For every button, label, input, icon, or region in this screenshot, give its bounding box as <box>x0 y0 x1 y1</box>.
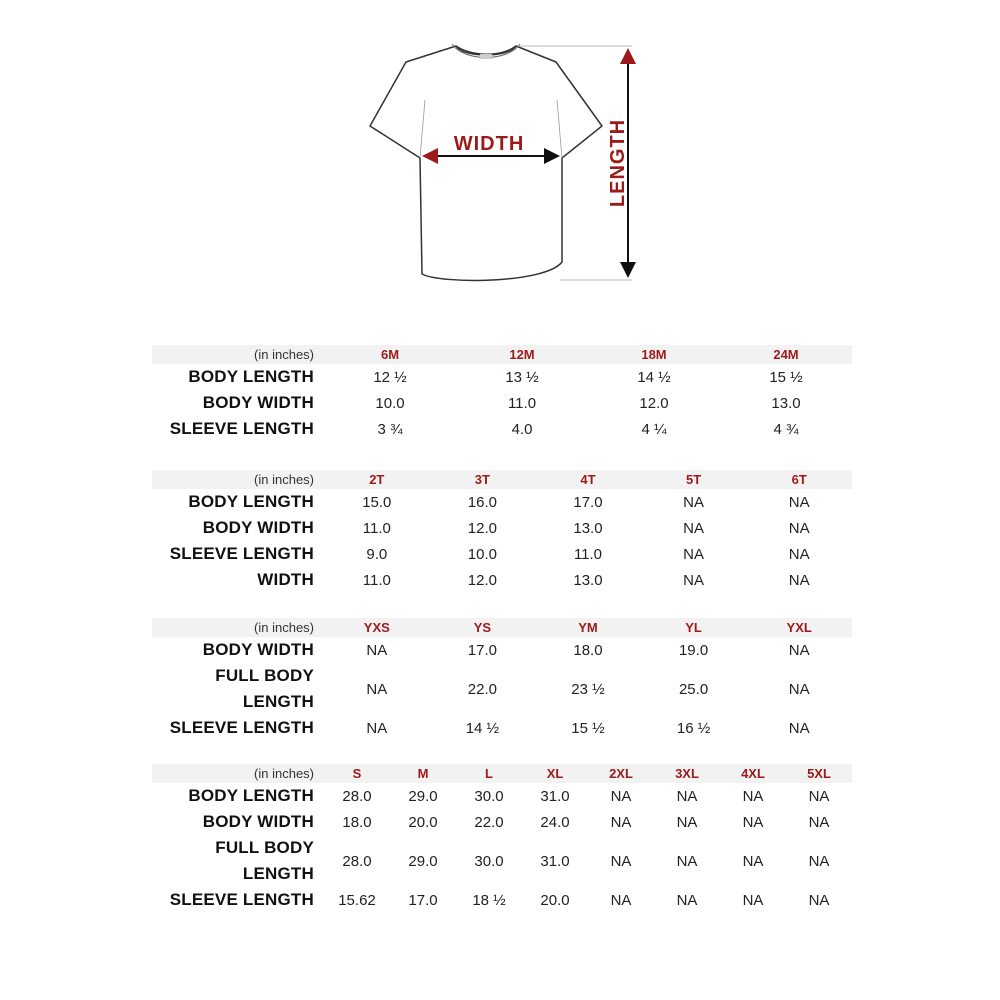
size-header-row <box>152 470 852 489</box>
measurement-value: 17.0 <box>573 493 603 511</box>
measurement-label: BODY WIDTH <box>202 393 314 412</box>
size-heading: YXL <box>746 618 852 637</box>
measurement-label: BODY WIDTH <box>202 640 314 659</box>
measurement-value: 12.0 <box>467 519 497 537</box>
measurement-value: 14 ½ <box>465 719 500 737</box>
size-table <box>152 764 852 913</box>
measurement-value: NA <box>788 571 810 589</box>
measurement-label: BODY LENGTH <box>188 367 314 386</box>
measurement-value: 29.0 <box>408 787 438 805</box>
measurement-label: SLEEVE LENGTH <box>169 419 314 438</box>
size-chart-adult <box>152 764 852 913</box>
size-heading: 18M <box>588 345 720 364</box>
unit-label: (in inches) <box>152 618 324 637</box>
measurement-row <box>152 567 852 593</box>
measurement-label: WIDTH <box>257 570 314 589</box>
measurement-value: 9.0 <box>366 545 388 563</box>
measurement-value: NA <box>742 891 764 909</box>
measurement-value: NA <box>683 545 704 563</box>
measurement-value: NA <box>788 493 810 511</box>
measurement-value: 11.0 <box>362 519 391 537</box>
measurement-value: NA <box>788 519 810 537</box>
measurement-value: NA <box>808 813 830 831</box>
measurement-value: 18.0 <box>342 813 372 831</box>
size-table <box>152 470 852 593</box>
measurement-value: 4.0 <box>511 420 533 438</box>
unit-label: (in inches) <box>152 470 324 489</box>
measurement-label: SLEEVE LENGTH <box>169 890 314 909</box>
size-heading: 3XL <box>654 764 720 783</box>
measurement-value: 14 ½ <box>637 368 671 386</box>
measurement-value: NA <box>610 787 632 805</box>
measurement-value: NA <box>676 813 698 831</box>
measurement-value: 29.0 <box>408 852 438 870</box>
measurement-value: 13.0 <box>771 394 801 412</box>
measurement-value: NA <box>788 680 810 698</box>
size-heading: 2T <box>324 470 430 489</box>
measurement-row <box>152 541 852 567</box>
size-heading: 2XL <box>588 764 654 783</box>
measurement-value: 11.0 <box>507 394 537 412</box>
size-chart-infant <box>152 345 852 442</box>
measurement-value: 22.0 <box>467 680 497 698</box>
measurement-value: 16 ½ <box>676 719 711 737</box>
measurement-value: 15 ½ <box>571 719 605 737</box>
size-heading: S <box>324 764 390 783</box>
size-heading: M <box>390 764 456 783</box>
size-heading: YXS <box>324 618 430 637</box>
measurement-value: 15 ½ <box>769 368 803 386</box>
label-line: LENGTH <box>242 864 314 883</box>
measurement-value: NA <box>742 813 764 831</box>
measurement-value: 15.0 <box>362 493 392 511</box>
measurement-value: NA <box>610 852 632 870</box>
measurement-value: NA <box>676 852 698 870</box>
measurement-value: 4 ¼ <box>641 420 667 438</box>
measurement-value: 28.0 <box>342 852 372 870</box>
measurement-value: 13.0 <box>573 571 603 589</box>
measurement-value: NA <box>366 680 388 698</box>
measurement-row <box>152 416 852 442</box>
measurement-value: 30.0 <box>474 787 504 805</box>
size-heading: 12M <box>456 345 588 364</box>
size-table <box>152 618 852 741</box>
measurement-row <box>152 364 852 390</box>
measurement-value: 10.0 <box>467 545 497 563</box>
measurement-value: 23 ½ <box>571 680 605 698</box>
size-heading: 5T <box>641 470 747 489</box>
measurement-label: BODY WIDTH <box>202 812 314 831</box>
measurement-value: 18 ½ <box>472 891 506 909</box>
measurement-value: 31.0 <box>540 852 570 870</box>
measurement-value: 4 ¾ <box>773 420 799 438</box>
measurement-value: 17.0 <box>467 641 497 659</box>
measurement-value: NA <box>742 787 764 805</box>
measurement-value: 12.0 <box>467 571 497 589</box>
measurement-value: 17.0 <box>408 891 438 909</box>
measurement-value: 18.0 <box>573 641 603 659</box>
measurement-value: 12 ½ <box>373 368 407 386</box>
measurement-row <box>152 835 852 887</box>
measurement-row <box>152 809 852 835</box>
measurement-value: NA <box>683 493 704 511</box>
measurement-row <box>152 887 852 913</box>
measurement-value: NA <box>808 787 830 805</box>
label-line: LENGTH <box>242 692 314 711</box>
size-header-row <box>152 618 852 637</box>
measurement-value: 11.0 <box>573 545 603 563</box>
measurement-row <box>152 637 852 663</box>
unit-label: (in inches) <box>152 345 324 364</box>
measurement-label: SLEEVE LENGTH <box>169 718 314 737</box>
measurement-value: NA <box>788 641 810 659</box>
measurement-value: NA <box>610 891 632 909</box>
size-heading: 24M <box>720 345 852 364</box>
size-heading: 5XL <box>786 764 852 783</box>
measurement-label: BODY WIDTH <box>202 518 314 537</box>
measurement-value: NA <box>366 641 388 659</box>
measurement-value: 20.0 <box>408 813 438 831</box>
size-heading: 4T <box>535 470 641 489</box>
measurement-label: BODY LENGTH <box>188 786 314 805</box>
measurement-value: 31.0 <box>540 787 570 805</box>
tshirt-outline-icon <box>370 44 602 280</box>
measurement-value: NA <box>683 519 704 537</box>
measurement-value: 24.0 <box>540 813 570 831</box>
measurement-value: NA <box>676 787 698 805</box>
size-heading: 3T <box>430 470 536 489</box>
size-header-row <box>152 764 852 783</box>
measurement-row <box>152 390 852 416</box>
measurement-value: NA <box>610 813 632 831</box>
measurement-value: 10.0 <box>375 394 405 412</box>
measurement-value: NA <box>742 852 764 870</box>
measurement-label <box>152 835 324 887</box>
size-heading: XL <box>522 764 588 783</box>
size-header-row <box>152 345 852 364</box>
label-line: FULL BODY <box>215 666 314 685</box>
measurement-value: NA <box>788 719 810 737</box>
measurement-value: 20.0 <box>540 891 570 909</box>
measurement-row <box>152 715 852 741</box>
measurement-value: 3 ¾ <box>377 420 403 438</box>
measurement-value: 13 ½ <box>505 368 539 386</box>
length-label: LENGTH <box>607 118 629 208</box>
size-table <box>152 345 852 442</box>
measurement-value: 30.0 <box>474 852 504 870</box>
measurement-value: NA <box>808 852 830 870</box>
size-heading: YS <box>430 618 536 637</box>
size-heading: YM <box>535 618 641 637</box>
size-heading: YL <box>641 618 747 637</box>
measurement-value: 19.0 <box>678 641 709 659</box>
measurement-value: 11.0 <box>362 571 391 589</box>
measurement-value: NA <box>683 571 704 589</box>
measurement-label: SLEEVE LENGTH <box>169 544 314 563</box>
measurement-label: BODY LENGTH <box>188 492 314 511</box>
width-label: WIDTH <box>453 133 525 155</box>
measurement-value: NA <box>808 891 830 909</box>
measurement-value: 16.0 <box>467 493 497 511</box>
size-heading: 6M <box>324 345 456 364</box>
measurement-value: NA <box>676 891 698 909</box>
size-heading: L <box>456 764 522 783</box>
measurement-row <box>152 663 852 715</box>
size-chart-youth <box>152 618 852 741</box>
size-heading: 4XL <box>720 764 786 783</box>
measurement-value: 15.62 <box>338 891 376 909</box>
size-heading: 6T <box>746 470 852 489</box>
size-chart-toddler <box>152 470 852 593</box>
measurement-value: 13.0 <box>573 519 603 537</box>
measurement-row <box>152 489 852 515</box>
measurement-value: 12.0 <box>639 394 669 412</box>
measurement-value: 25.0 <box>678 680 709 698</box>
measurement-label <box>152 663 324 715</box>
label-line: FULL BODY <box>215 838 314 857</box>
measurement-value: 22.0 <box>474 813 504 831</box>
measurement-row <box>152 515 852 541</box>
measurement-row <box>152 783 852 809</box>
measurement-value: 28.0 <box>342 787 372 805</box>
unit-label: (in inches) <box>152 764 324 783</box>
measurement-value: NA <box>366 719 388 737</box>
measurement-value: NA <box>788 545 810 563</box>
tshirt-measurement-diagram <box>0 0 1000 320</box>
